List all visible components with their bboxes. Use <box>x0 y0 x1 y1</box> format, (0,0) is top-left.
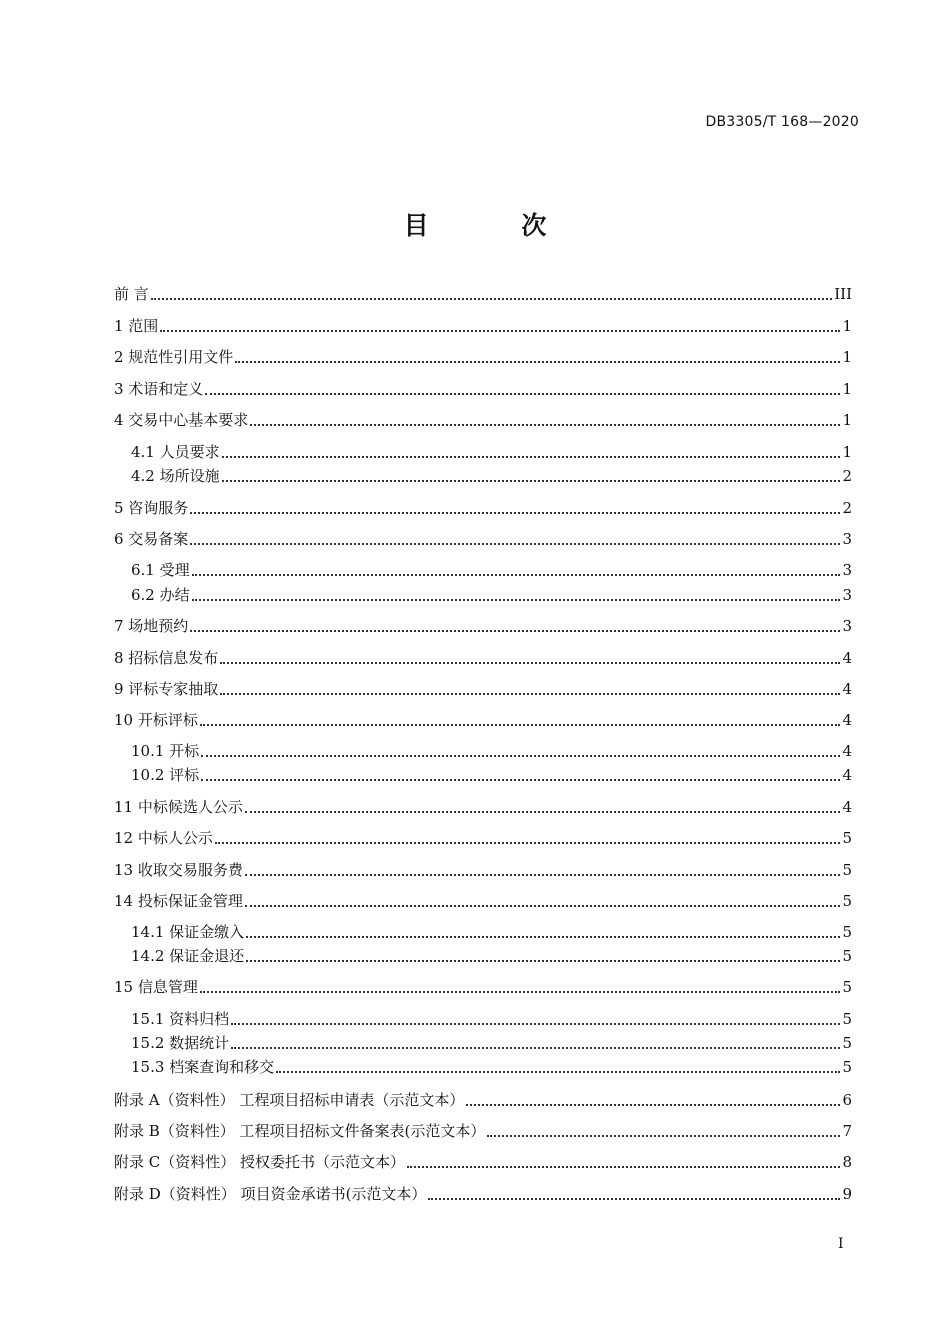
toc-entry-page: 4 <box>842 766 852 784</box>
toc-entry-label: 10.2 评标 <box>131 766 200 784</box>
toc-leader-dots <box>200 990 840 993</box>
toc-entry-page: 5 <box>842 1010 852 1028</box>
toc-entry-page: 5 <box>842 1058 852 1076</box>
toc-entry[interactable] <box>114 443 852 462</box>
toc-entry-page: 5 <box>842 829 852 847</box>
toc-entry-page: 3 <box>842 561 852 579</box>
toc-entry[interactable] <box>114 530 852 549</box>
toc-leader-dots <box>192 573 840 576</box>
toc-leader-dots <box>160 329 840 332</box>
toc-entry[interactable] <box>114 1185 852 1204</box>
toc-entry[interactable] <box>114 561 852 580</box>
toc-leader-dots <box>200 723 840 726</box>
toc-title: 目 次 <box>403 211 589 240</box>
toc-entry-page: 4 <box>842 742 852 760</box>
toc-leader-dots <box>276 1070 840 1073</box>
toc-entry-label: 15 信息管理 <box>114 978 198 996</box>
toc-entry[interactable] <box>114 1058 852 1077</box>
toc-entry-page: 2 <box>842 467 852 485</box>
standard-code: DB3305/T 168—2020 <box>705 114 859 130</box>
toc-entry-page: 1 <box>842 348 852 366</box>
toc-entry[interactable] <box>114 285 852 304</box>
toc-entry-page: 9 <box>842 1185 852 1203</box>
toc-entry-label: 附录 D（资料性） 项目资金承诺书(示范文本） <box>114 1185 427 1203</box>
toc-entry-label: 15.3 档案查询和移交 <box>131 1058 275 1076</box>
toc-entry-label: 6 交易备案 <box>114 530 189 548</box>
toc-entry-page: 1 <box>842 317 852 335</box>
toc-leader-dots <box>190 629 840 632</box>
toc-entry[interactable] <box>114 766 852 785</box>
toc-leader-dots <box>231 1046 840 1049</box>
toc-leader-dots <box>190 542 840 545</box>
toc-entry-label: 8 招标信息发布 <box>114 649 219 667</box>
toc-entry[interactable] <box>114 467 852 486</box>
toc-leader-dots <box>246 959 840 962</box>
toc-entry[interactable] <box>114 411 852 430</box>
toc-entry[interactable] <box>114 1153 852 1172</box>
toc-leader-dots <box>250 423 840 426</box>
toc-entry-label: 附录 B（资料性） 工程项目招标文件备案表(示范文本） <box>114 1122 486 1140</box>
toc-entry[interactable] <box>114 742 852 761</box>
toc-entry-label: 附录 C（资料性） 授权委托书（示范文本） <box>114 1153 406 1171</box>
toc-leader-dots <box>190 511 840 514</box>
toc-entry-label: 14.2 保证金退还 <box>131 947 245 965</box>
toc-leader-dots <box>245 810 840 813</box>
toc-entry-page: 2 <box>842 499 852 517</box>
toc-entry[interactable] <box>114 978 852 997</box>
toc-entry[interactable] <box>114 499 852 518</box>
toc-leader-dots <box>201 778 840 781</box>
toc-leader-dots <box>245 873 840 876</box>
toc-entry[interactable] <box>114 1010 852 1029</box>
toc-entry-page: 1 <box>842 443 852 461</box>
toc-entry-label: 4.2 场所设施 <box>131 467 220 485</box>
toc-entry-label: 12 中标人公示 <box>114 829 213 847</box>
toc-entry-label: 1 范围 <box>114 317 159 335</box>
toc-entry[interactable] <box>114 947 852 966</box>
toc-entry[interactable] <box>114 380 852 399</box>
toc-entry-label: 15.1 资料归档 <box>131 1010 230 1028</box>
toc-entry-page: 5 <box>842 1034 852 1052</box>
toc-entry-label: 3 术语和定义 <box>114 380 204 398</box>
toc-entry-label: 前 言 <box>114 285 149 303</box>
toc-entry-page: 6 <box>842 1091 852 1109</box>
toc-leader-dots <box>201 754 840 757</box>
toc-entry-page: 5 <box>842 978 852 996</box>
toc-entry-label: 14.1 保证金缴入 <box>131 923 245 941</box>
toc-leader-dots <box>192 598 840 601</box>
toc-entry[interactable] <box>114 586 852 605</box>
toc-entry-label: 6.2 办结 <box>131 586 190 604</box>
toc-entry-label: 4.1 人员要求 <box>131 443 220 461</box>
toc-leader-dots <box>220 661 840 664</box>
toc-entry-page: 5 <box>842 861 852 879</box>
toc-entry-page: 3 <box>842 586 852 604</box>
toc-entry-label: 10 开标评标 <box>114 711 198 729</box>
toc-leader-dots <box>231 1022 840 1025</box>
toc-entry[interactable] <box>114 711 852 730</box>
toc-entry-page: 4 <box>842 798 852 816</box>
toc-entry-label: 10.1 开标 <box>131 742 200 760</box>
toc-entry[interactable] <box>114 861 852 880</box>
toc-entry[interactable] <box>114 923 852 942</box>
toc-entry[interactable] <box>114 617 852 636</box>
toc-entry-page: III <box>834 285 852 303</box>
toc-entry[interactable] <box>114 1122 852 1141</box>
toc-leader-dots <box>245 904 840 907</box>
toc-entry[interactable] <box>114 1034 852 1053</box>
toc-entry-page: 5 <box>842 892 852 910</box>
toc-entry-label: 5 咨询服务 <box>114 499 189 517</box>
toc-entry[interactable] <box>114 1091 852 1110</box>
toc-entry-page: 4 <box>842 711 852 729</box>
page-number: I <box>838 1236 844 1252</box>
toc-leader-dots <box>220 692 840 695</box>
toc-entry-page: 3 <box>842 530 852 548</box>
toc-entry-page: 7 <box>842 1122 852 1140</box>
toc-entry-label: 4 交易中心基本要求 <box>114 411 249 429</box>
toc-leader-dots <box>246 935 840 938</box>
toc-leader-dots <box>407 1165 840 1168</box>
toc-leader-dots <box>222 455 840 458</box>
toc-entry-label: 9 评标专家抽取 <box>114 680 219 698</box>
toc-leader-dots <box>151 297 832 300</box>
toc-entry-page: 1 <box>842 380 852 398</box>
toc-leader-dots <box>487 1134 840 1137</box>
toc-entry-page: 5 <box>842 947 852 965</box>
toc-entry-label: 7 场地预约 <box>114 617 189 635</box>
toc-leader-dots <box>222 479 840 482</box>
toc-leader-dots <box>205 392 840 395</box>
toc-leader-dots <box>428 1197 840 1200</box>
toc-leader-dots <box>466 1103 840 1106</box>
toc-entry[interactable] <box>114 798 852 817</box>
toc-entry-label: 14 投标保证金管理 <box>114 892 243 910</box>
toc-entry-page: 4 <box>842 680 852 698</box>
toc-entry[interactable] <box>114 680 852 699</box>
toc-entry-label: 11 中标候选人公示 <box>114 798 243 816</box>
toc-entry-label: 6.1 受理 <box>131 561 190 579</box>
toc-entry-label: 2 规范性引用文件 <box>114 348 234 366</box>
toc-entry[interactable] <box>114 649 852 668</box>
toc-entry-page: 1 <box>842 411 852 429</box>
toc-entry-page: 3 <box>842 617 852 635</box>
toc-leader-dots <box>235 360 840 363</box>
toc-entry[interactable] <box>114 317 852 336</box>
toc-entry-label: 13 收取交易服务费 <box>114 861 243 879</box>
toc-entry[interactable] <box>114 829 852 848</box>
toc-entry-page: 5 <box>842 923 852 941</box>
toc-entry-page: 4 <box>842 649 852 667</box>
toc-entry-page: 8 <box>842 1153 852 1171</box>
toc-entry[interactable] <box>114 348 852 367</box>
toc-entry-label: 15.2 数据统计 <box>131 1034 230 1052</box>
toc-entry[interactable] <box>114 892 852 911</box>
toc-leader-dots <box>215 841 840 844</box>
toc-entry-label: 附录 A（资料性） 工程项目招标申请表（示范文本） <box>114 1091 465 1109</box>
